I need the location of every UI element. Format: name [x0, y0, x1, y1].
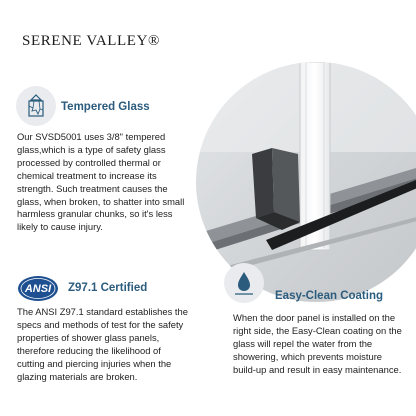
ansi-logo-text: ANSI	[24, 282, 52, 295]
z97-certified-description: The ANSI Z97.1 standard establishes the specs and methods of test for the safety properties of shower glass panels, therefore reducing the likelihood of cutting and piercing injuries when the glazing materials are broken.	[17, 306, 188, 382]
tempered-glass-description: Our SVSD5001 uses 3/8" tempered glass,which is a type of safety glass processed by controlled thermal or chemical treatment to increase its strength. Such treatment causes the glass, when broken, to shatter into small harmless granular chunks, so it's less likely to cause injury.	[17, 131, 185, 233]
easy-clean-title: Easy-Clean Coating	[275, 290, 383, 302]
easy-clean-description: When the door panel is installed on the right side, the Easy-Clean coating on the glass will repel the water from the showering, which prevents moisture build-up and result in easy maintenance.	[233, 312, 402, 375]
ansi-logo	[17, 275, 59, 302]
tempered-glass-title: Tempered Glass	[61, 101, 150, 113]
brand-logo: SERENE VALLEY®	[22, 33, 160, 49]
shattered-glass-icon	[16, 86, 56, 126]
water-drop-icon	[224, 263, 264, 303]
z97-certified-title: Z97.1 Certified	[68, 282, 148, 294]
